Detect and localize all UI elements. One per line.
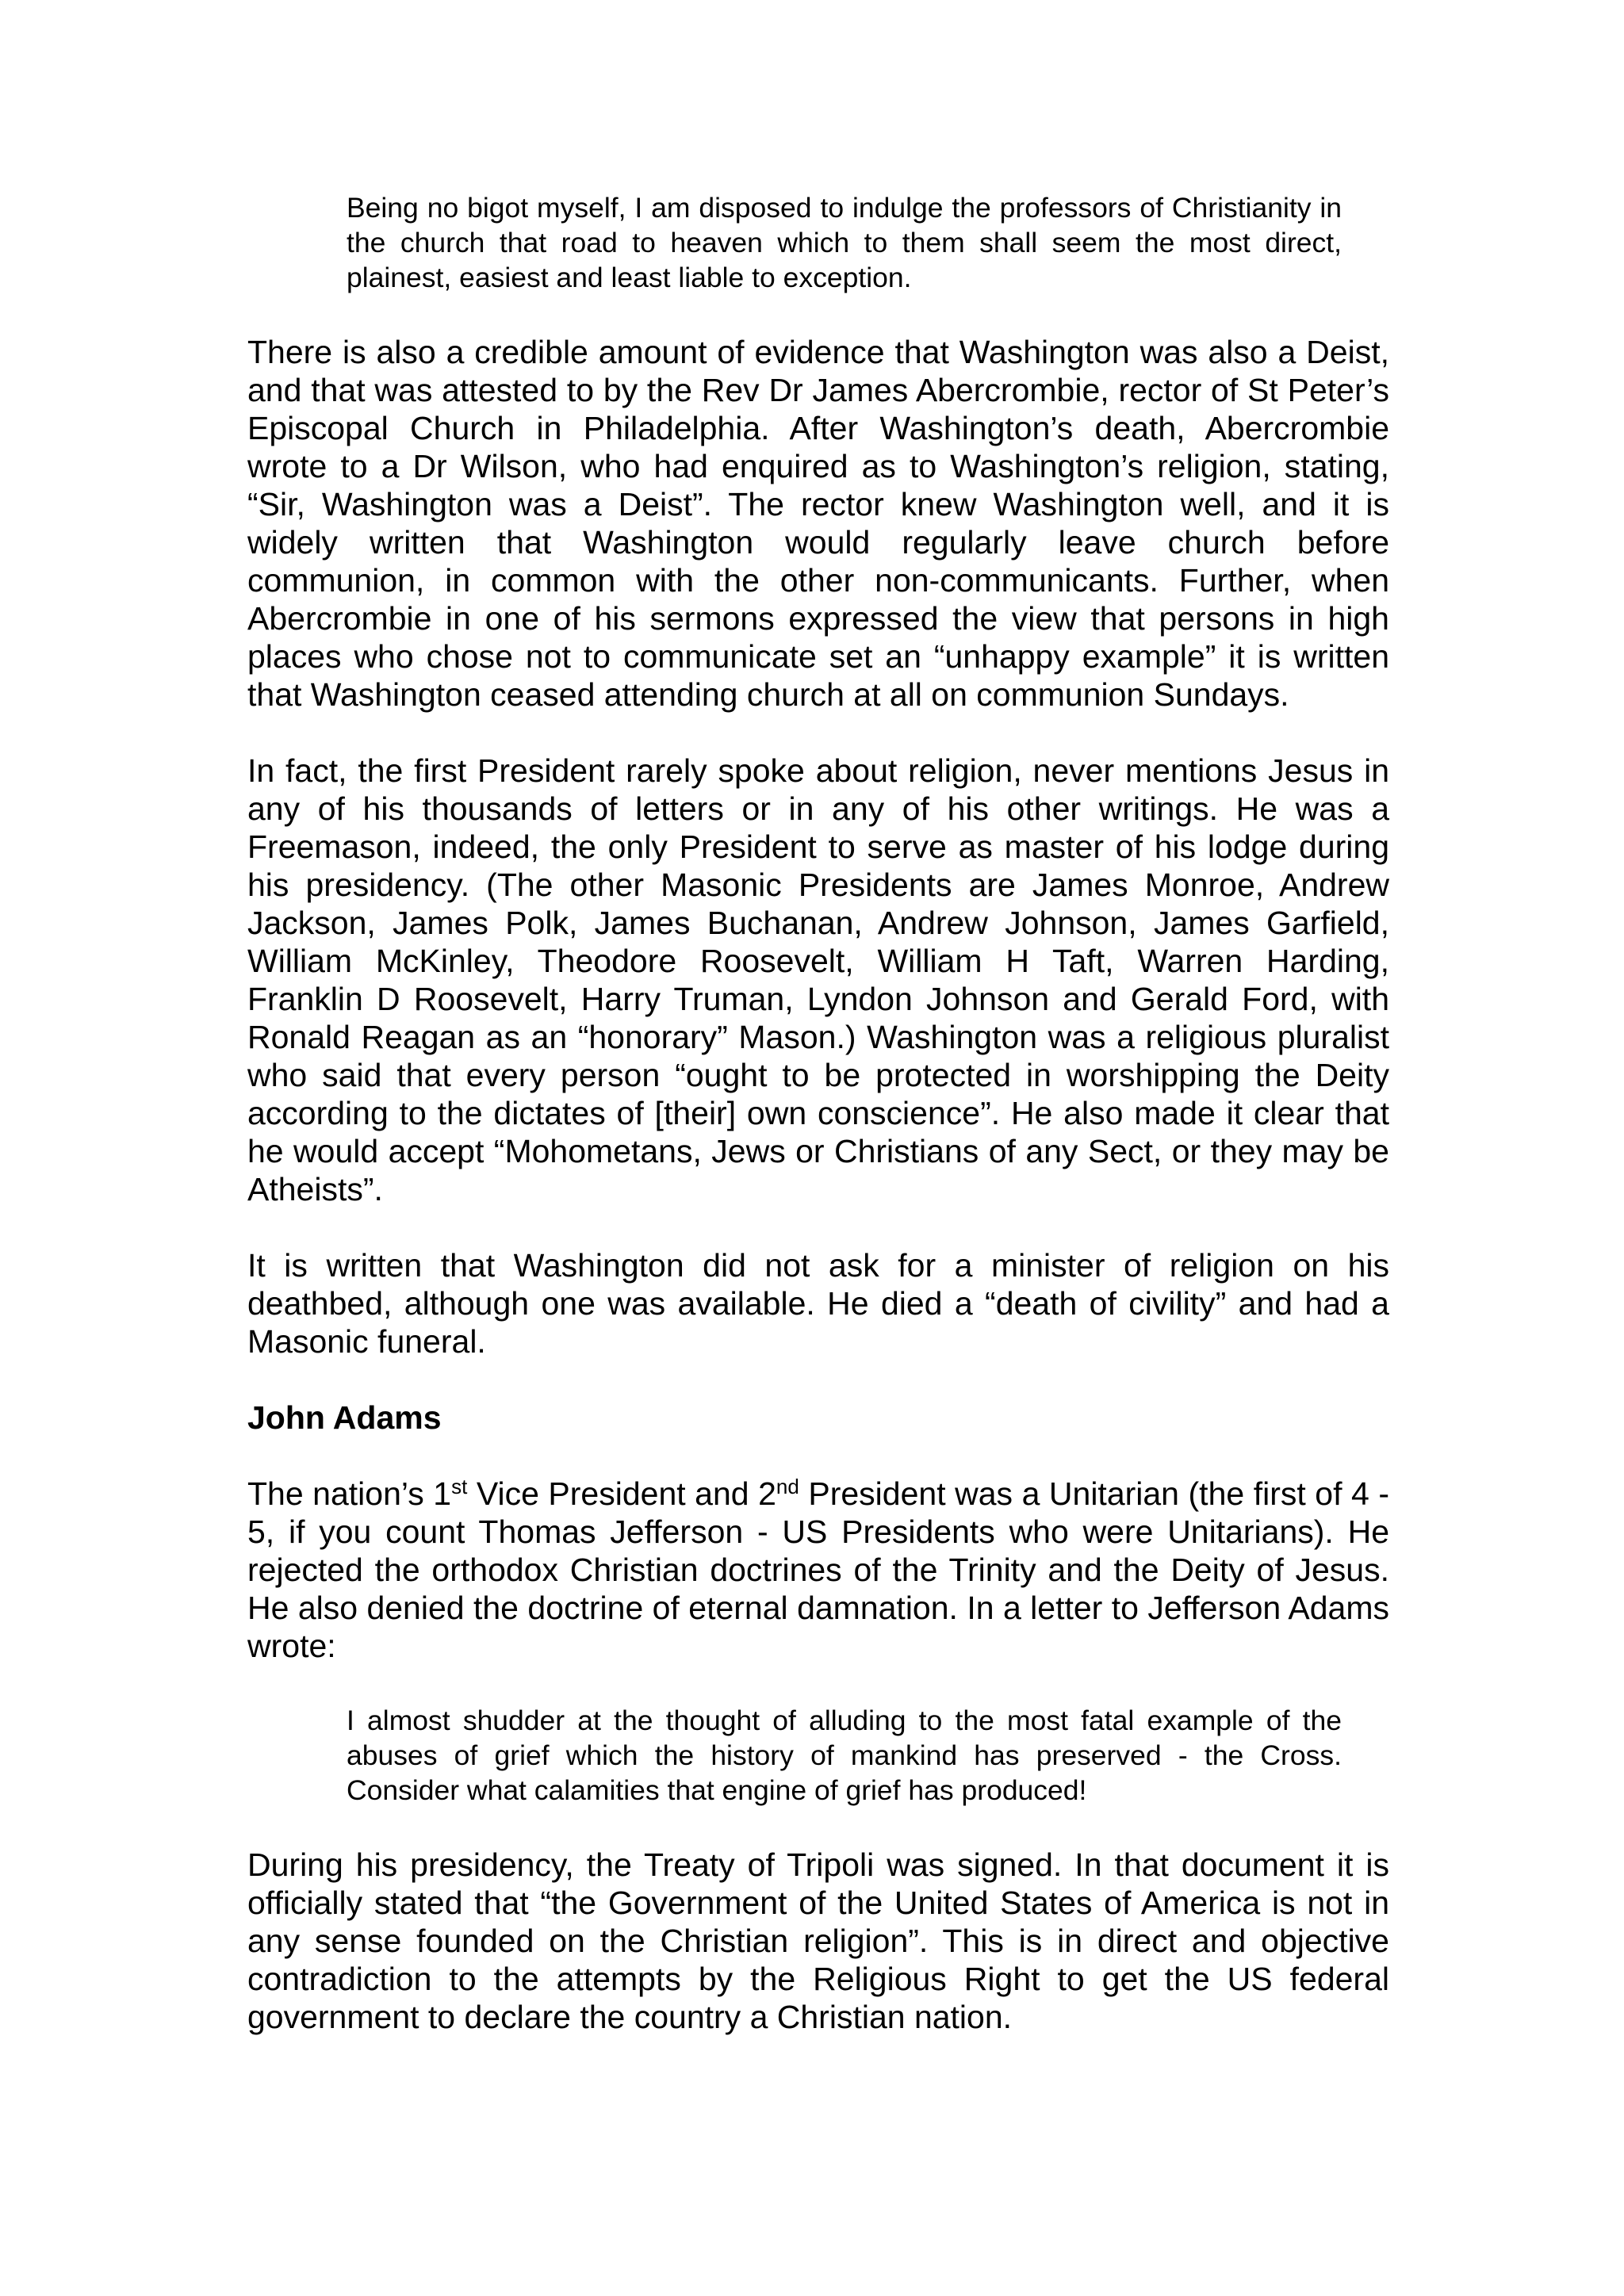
adams-text-part3: President was a Unitarian (the first of 4 - 5, if you count Thomas Jefferson - US Presidents who were Unitarians). He rejected the orthodox Christian doctrines of the Trinity and the Deity of Jesus. He also denied the doctrine of eternal damnation. In a letter to Jefferson Adams wrote: [247,1475,1390,1664]
block-quote-cross: I almost shudder at the thought of alluding to the most fatal example of the abuses of grief which the history of mankind has preserved - the Cross. Consider what calamities that engine of grief has produced! [347,1705,1342,1806]
paragraph-adams-unitarian [247,1475,1389,1665]
paragraph-freemason: In fact, the first President rarely spoke about religion, never mentions Jesus in any of his thousands of letters or in any of his other writings. He was a Freemason, indeed, the only President to serve as master of his lodge during his presidency. (The other Masonic Presidents are James Monroe, Andrew Jackson, James Polk, James Buchanan, Andrew Johnson, James Garfield, William McKinley, Theodore Roosevelt, William H Taft, Warren Harding, Franklin D Roosevelt, Harry Truman, Lyndon Johnson and Gerald Ford, with Ronald Reagan as an “honorary” Mason.) Washington was a religious pluralist who said that every person “ought to be protected in worshipping the Deity according to the dictates of [their] own conscience”. He also made it clear that he would accept “Mohometans, Jews or Christians of any Sect, or they may be Atheists”. [247,752,1389,1207]
block-quote-bigot: Being no bigot myself, I am disposed to indulge the professors of Christianity in the church that road to heaven which to them shall seem the most direct, plainest, easiest and least liable to exception. [347,192,1342,293]
adams-text-part1: The nation’s 1 [247,1475,452,1512]
paragraph-deist: There is also a credible amount of evidence that Washington was also a Deist, and that was attested to by the Rev Dr James Abercrombie, rector of St Peter’s Episcopal Church in Philadelphia. After Washington’s death, Abercrombie wrote to a Dr Wilson, who had enquired as to Washington’s religion, stating, “Sir, Washington was a Deist”. The rector knew Washington well, and it is widely written that Washington would regularly leave church before communion, in common with the other non-communicants. Further, when Abercrombie in one of his sermons expressed the view that persons in high places who chose not to communicate set an “unhappy example” it is written that Washington ceased attending church at all on communion Sundays. [247,334,1389,713]
section-heading-john-adams: John Adams [247,1399,442,1436]
adams-text-part2: Vice President and 2 [467,1475,776,1512]
paragraph-treaty-tripoli: During his presidency, the Treaty of Tripoli was signed. In that document it is officially stated that “the Government of the United States of America is not in any sense founded on the Christian religion”. This is in direct and objective contradiction to the attempts by the Religious Right to get the US federal government to declare the country a Christian nation. [247,1846,1389,2035]
ordinal-superscript-st: st [451,1475,468,1498]
document-page [247,190,1389,2074]
paragraph-deathbed: It is written that Washington did not ask for a minister of religion on his deathbed, although one was available. He died a “death of civility” and had a Masonic funeral. [247,1247,1389,1360]
ordinal-superscript-nd: nd [776,1475,799,1498]
